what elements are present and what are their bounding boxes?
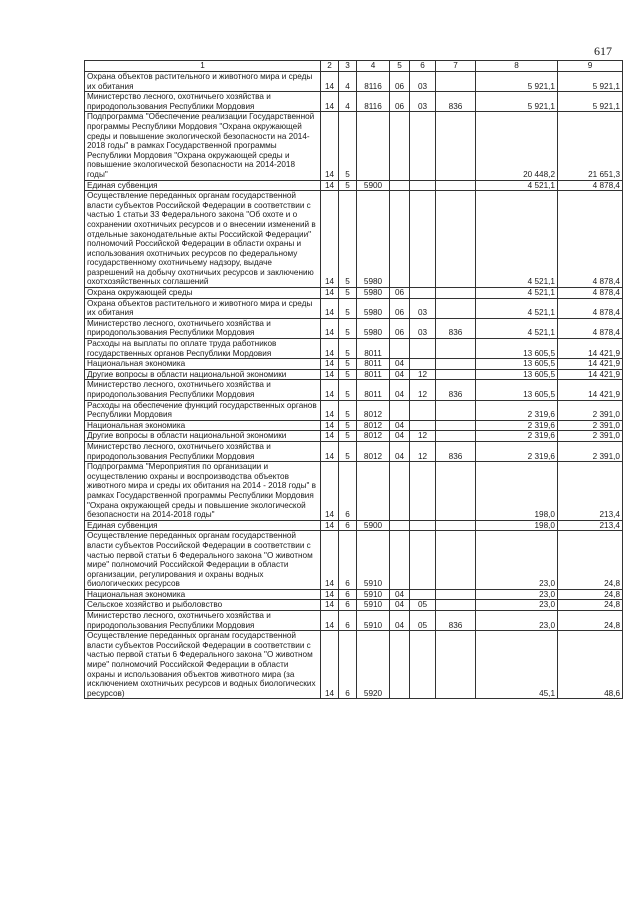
column-header: 9: [558, 61, 623, 72]
column-header: 1: [85, 61, 321, 72]
cell-c9: 14 421,9: [558, 369, 623, 380]
cell-c3: 4: [339, 92, 357, 112]
cell-c4: 8012: [357, 400, 390, 420]
cell-c9: 14 421,9: [558, 380, 623, 400]
cell-c8: 4 521,1: [476, 318, 558, 338]
row-name-cell: Охрана объектов растительного и животного мира и среды их обитания: [85, 72, 321, 92]
cell-c7: 836: [436, 611, 476, 631]
cell-c3: 5: [339, 420, 357, 431]
cell-c6: 12: [410, 380, 436, 400]
cell-c9: 24,8: [558, 531, 623, 590]
cell-c2: 14: [321, 288, 339, 299]
cell-c6: [410, 462, 436, 521]
cell-c3: 5: [339, 380, 357, 400]
cell-c4: 8011: [357, 339, 390, 359]
column-header: 8: [476, 61, 558, 72]
cell-c5: 04: [390, 359, 410, 370]
table-row: [85, 431, 623, 442]
cell-c9: 2 391,0: [558, 420, 623, 431]
cell-c4: 5980: [357, 288, 390, 299]
row-name-cell: Охрана окружающей среды: [85, 288, 321, 299]
cell-c5: 04: [390, 369, 410, 380]
table-row: [85, 180, 623, 191]
table-row: [85, 369, 623, 380]
cell-c2: 14: [321, 92, 339, 112]
cell-c4: 5920: [357, 631, 390, 699]
cell-c3: 6: [339, 631, 357, 699]
cell-c9: 21 651,3: [558, 112, 623, 180]
cell-c2: 14: [321, 112, 339, 180]
cell-c9: 24,8: [558, 589, 623, 600]
cell-c2: 14: [321, 72, 339, 92]
column-header: 6: [410, 61, 436, 72]
table-body: [85, 72, 623, 699]
cell-c2: 14: [321, 611, 339, 631]
cell-c5: [390, 462, 410, 521]
cell-c5: 06: [390, 298, 410, 318]
cell-c3: 5: [339, 298, 357, 318]
row-name-cell: Охрана объектов растительного и животного мира и среды их обитания: [85, 298, 321, 318]
row-name-cell: Расходы на выплаты по оплате труда работников государственных органов Республики Мордовия: [85, 339, 321, 359]
cell-c5: 04: [390, 420, 410, 431]
cell-c5: [390, 531, 410, 590]
table-row: [85, 520, 623, 531]
cell-c7: [436, 191, 476, 288]
cell-c5: 06: [390, 288, 410, 299]
cell-c3: 5: [339, 180, 357, 191]
column-header: 5: [390, 61, 410, 72]
cell-c8: 2 319,6: [476, 441, 558, 461]
cell-c9: 4 878,4: [558, 191, 623, 288]
cell-c5: [390, 191, 410, 288]
cell-c2: 14: [321, 298, 339, 318]
cell-c8: 4 521,1: [476, 191, 558, 288]
cell-c7: [436, 359, 476, 370]
column-header: 4: [357, 61, 390, 72]
cell-c8: 5 921,1: [476, 72, 558, 92]
row-name-cell: Осуществление переданных органам государственной власти субъектов Российской Федерации в соответствии с частью первой статьи 6 Федерального закона "О животном мире" полномочий Российской Федерации в области охраны и использования объектов животного мира (за исключением охотничьих ресурсов и водных биологических ресурсов): [85, 631, 321, 699]
cell-c5: 04: [390, 380, 410, 400]
cell-c7: 836: [436, 441, 476, 461]
cell-c4: 5980: [357, 191, 390, 288]
column-header: 7: [436, 61, 476, 72]
cell-c6: [410, 631, 436, 699]
table-row: [85, 441, 623, 461]
cell-c9: 2 391,0: [558, 431, 623, 442]
cell-c3: 4: [339, 72, 357, 92]
cell-c9: 4 878,4: [558, 298, 623, 318]
cell-c4: 8012: [357, 441, 390, 461]
cell-c4: 8116: [357, 72, 390, 92]
cell-c3: 6: [339, 611, 357, 631]
cell-c7: [436, 600, 476, 611]
cell-c7: [436, 631, 476, 699]
cell-c3: 5: [339, 112, 357, 180]
cell-c6: 05: [410, 611, 436, 631]
cell-c3: 6: [339, 589, 357, 600]
cell-c7: [436, 339, 476, 359]
cell-c5: 06: [390, 72, 410, 92]
cell-c6: [410, 359, 436, 370]
table-row: [85, 318, 623, 338]
cell-c7: [436, 520, 476, 531]
cell-c3: 5: [339, 359, 357, 370]
cell-c9: 4 878,4: [558, 180, 623, 191]
cell-c6: [410, 339, 436, 359]
cell-c3: 5: [339, 318, 357, 338]
cell-c5: [390, 520, 410, 531]
cell-c3: 5: [339, 369, 357, 380]
cell-c2: 14: [321, 420, 339, 431]
table-row: [85, 420, 623, 431]
cell-c6: [410, 520, 436, 531]
cell-c4: 5910: [357, 589, 390, 600]
cell-c4: 5910: [357, 531, 390, 590]
cell-c4: 8012: [357, 420, 390, 431]
row-name-cell: Министерство лесного, охотничьего хозяйства и природопользования Республики Мордовия: [85, 380, 321, 400]
cell-c7: [436, 72, 476, 92]
cell-c8: 20 448,2: [476, 112, 558, 180]
row-name-cell: Национальная экономика: [85, 420, 321, 431]
cell-c8: 13 605,5: [476, 339, 558, 359]
cell-c3: 5: [339, 191, 357, 288]
cell-c7: 836: [436, 318, 476, 338]
cell-c8: 5 921,1: [476, 92, 558, 112]
table-header-row: [85, 61, 623, 72]
cell-c9: 213,4: [558, 520, 623, 531]
cell-c3: 5: [339, 441, 357, 461]
cell-c2: 14: [321, 431, 339, 442]
row-name-cell: Подпрограмма "Мероприятия по организации и осуществлению охраны и воспроизводства объектов животного мира и среды их обитания на 2014 - 2018 годы" в рамках Государственной программы Республики Мордовия "Охрана окружающей среды и повышение экологической безопасности на 2014-2018 годы": [85, 462, 321, 521]
cell-c9: 48,6: [558, 631, 623, 699]
table-row: [85, 600, 623, 611]
cell-c4: 8012: [357, 431, 390, 442]
cell-c4: 5910: [357, 600, 390, 611]
cell-c7: [436, 180, 476, 191]
cell-c2: 14: [321, 520, 339, 531]
cell-c2: 14: [321, 380, 339, 400]
cell-c6: 03: [410, 318, 436, 338]
cell-c2: 14: [321, 462, 339, 521]
row-name-cell: Министерство лесного, охотничьего хозяйства и природопользования Республики Мордовия: [85, 318, 321, 338]
cell-c6: [410, 180, 436, 191]
cell-c7: [436, 288, 476, 299]
cell-c3: 5: [339, 288, 357, 299]
cell-c9: 5 921,1: [558, 72, 623, 92]
cell-c9: 14 421,9: [558, 339, 623, 359]
table-row: [85, 400, 623, 420]
cell-c2: 14: [321, 589, 339, 600]
cell-c5: 06: [390, 318, 410, 338]
cell-c5: [390, 180, 410, 191]
table-row: [85, 112, 623, 180]
row-name-cell: Министерство лесного, охотничьего хозяйства и природопользования Республики Мордовия: [85, 92, 321, 112]
cell-c2: 14: [321, 369, 339, 380]
cell-c8: 45,1: [476, 631, 558, 699]
cell-c4: 8011: [357, 380, 390, 400]
cell-c3: 6: [339, 462, 357, 521]
cell-c5: [390, 631, 410, 699]
cell-c9: 2 391,0: [558, 441, 623, 461]
row-name-cell: Другие вопросы в области национальной экономики: [85, 431, 321, 442]
row-name-cell: Осуществление переданных органам государственной власти субъектов Российской Федерации в соответствии с частью 1 статьи 33 Федерального закона "Об охоте и о сохранении охотничьих ресурсов и о внесении изменений в отдельные законодательные акты Российской Федерации" полномочий Российской Федерации в области охраны и использования охотничьих ресурсов по федеральному государственному охотничьему надзору, выдаче разрешений на добычу охотничьих ресурсов и заключению охотхозяйственных соглашений: [85, 191, 321, 288]
row-name-cell: Министерство лесного, охотничьего хозяйства и природопользования Республики Мордовия: [85, 611, 321, 631]
cell-c4: 8116: [357, 92, 390, 112]
table-row: [85, 462, 623, 521]
cell-c2: 14: [321, 400, 339, 420]
cell-c4: 5900: [357, 180, 390, 191]
table-row: [85, 531, 623, 590]
row-name-cell: Единая субвенция: [85, 520, 321, 531]
cell-c6: 03: [410, 92, 436, 112]
cell-c8: 4 521,1: [476, 288, 558, 299]
cell-c2: 14: [321, 441, 339, 461]
cell-c9: 14 421,9: [558, 359, 623, 370]
row-name-cell: Национальная экономика: [85, 359, 321, 370]
table-row: [85, 631, 623, 699]
cell-c7: [436, 400, 476, 420]
cell-c6: [410, 288, 436, 299]
cell-c2: 14: [321, 191, 339, 288]
cell-c5: [390, 339, 410, 359]
cell-c4: [357, 462, 390, 521]
budget-table: [84, 60, 623, 699]
cell-c8: 23,0: [476, 589, 558, 600]
cell-c8: 2 319,6: [476, 420, 558, 431]
table-row: [85, 298, 623, 318]
table-row: [85, 191, 623, 288]
cell-c9: 5 921,1: [558, 92, 623, 112]
cell-c4: 8011: [357, 359, 390, 370]
cell-c8: 13 605,5: [476, 359, 558, 370]
cell-c8: 2 319,6: [476, 431, 558, 442]
table-row: [85, 92, 623, 112]
cell-c7: [436, 298, 476, 318]
cell-c8: 23,0: [476, 600, 558, 611]
table-row: [85, 288, 623, 299]
row-name-cell: Министерство лесного, охотничьего хозяйства и природопользования Республики Мордовия: [85, 441, 321, 461]
cell-c7: 836: [436, 380, 476, 400]
cell-c4: 8011: [357, 369, 390, 380]
cell-c5: 04: [390, 611, 410, 631]
cell-c5: 04: [390, 431, 410, 442]
cell-c7: [436, 112, 476, 180]
row-name-cell: Национальная экономика: [85, 589, 321, 600]
row-name-cell: Подпрограмма "Обеспечение реализации Государственной программы Республики Мордовия "Охрана окружающей среды и повышение экологической безопасности на 2014-2018 годы" в рамках Государственной программы Республики Мордовия "Охрана окружающей среды и повышение экологической безопасности на 2014-2018 годы": [85, 112, 321, 180]
cell-c9: 2 391,0: [558, 400, 623, 420]
cell-c7: [436, 589, 476, 600]
cell-c8: 23,0: [476, 531, 558, 590]
cell-c3: 6: [339, 520, 357, 531]
cell-c8: 23,0: [476, 611, 558, 631]
page-number: 617: [594, 44, 612, 58]
cell-c9: 213,4: [558, 462, 623, 521]
cell-c6: 12: [410, 431, 436, 442]
table-row: [85, 339, 623, 359]
cell-c6: 12: [410, 369, 436, 380]
cell-c3: 6: [339, 600, 357, 611]
row-name-cell: Другие вопросы в области национальной экономики: [85, 369, 321, 380]
cell-c2: 14: [321, 531, 339, 590]
cell-c5: 06: [390, 92, 410, 112]
cell-c8: 4 521,1: [476, 298, 558, 318]
cell-c6: 03: [410, 298, 436, 318]
column-header: 2: [321, 61, 339, 72]
cell-c2: 14: [321, 631, 339, 699]
cell-c5: [390, 112, 410, 180]
row-name-cell: Сельское хозяйство и рыболовство: [85, 600, 321, 611]
table-row: [85, 72, 623, 92]
cell-c4: 5910: [357, 611, 390, 631]
cell-c9: 4 878,4: [558, 318, 623, 338]
cell-c8: 198,0: [476, 520, 558, 531]
cell-c5: 04: [390, 589, 410, 600]
cell-c9: 24,8: [558, 600, 623, 611]
cell-c7: [436, 369, 476, 380]
cell-c6: [410, 191, 436, 288]
row-name-cell: Расходы на обеспечение функций государственных органов Республики Мордовия: [85, 400, 321, 420]
cell-c6: [410, 589, 436, 600]
table-row: [85, 589, 623, 600]
cell-c2: 14: [321, 318, 339, 338]
cell-c7: [436, 431, 476, 442]
cell-c8: 198,0: [476, 462, 558, 521]
cell-c6: [410, 400, 436, 420]
row-name-cell: Осуществление переданных органам государственной власти субъектов Российской Федерации в соответствии с частью первой статьи 6 Федерального закона "О животном мире" полномочий Российской Федерации в области организации, регулирования и охраны водных биологических ресурсов: [85, 531, 321, 590]
cell-c3: 5: [339, 431, 357, 442]
cell-c3: 6: [339, 531, 357, 590]
cell-c5: [390, 400, 410, 420]
cell-c7: [436, 420, 476, 431]
table-row: [85, 359, 623, 370]
cell-c6: [410, 531, 436, 590]
cell-c6: 03: [410, 72, 436, 92]
cell-c8: 13 605,5: [476, 369, 558, 380]
cell-c2: 14: [321, 359, 339, 370]
cell-c4: [357, 112, 390, 180]
cell-c2: 14: [321, 600, 339, 611]
cell-c4: 5980: [357, 298, 390, 318]
cell-c2: 14: [321, 180, 339, 191]
cell-c6: [410, 112, 436, 180]
cell-c6: 05: [410, 600, 436, 611]
cell-c2: 14: [321, 339, 339, 359]
cell-c8: 2 319,6: [476, 400, 558, 420]
table-row: [85, 380, 623, 400]
cell-c7: [436, 462, 476, 521]
cell-c7: 836: [436, 92, 476, 112]
row-name-cell: Единая субвенция: [85, 180, 321, 191]
cell-c4: 5900: [357, 520, 390, 531]
cell-c9: 4 878,4: [558, 288, 623, 299]
cell-c9: 24,8: [558, 611, 623, 631]
table-row: [85, 611, 623, 631]
cell-c6: [410, 420, 436, 431]
cell-c7: [436, 531, 476, 590]
cell-c6: 12: [410, 441, 436, 461]
cell-c8: 13 605,5: [476, 380, 558, 400]
cell-c3: 5: [339, 400, 357, 420]
cell-c5: 04: [390, 600, 410, 611]
cell-c4: 5980: [357, 318, 390, 338]
column-header: 3: [339, 61, 357, 72]
cell-c5: 04: [390, 441, 410, 461]
cell-c8: 4 521,1: [476, 180, 558, 191]
cell-c3: 5: [339, 339, 357, 359]
